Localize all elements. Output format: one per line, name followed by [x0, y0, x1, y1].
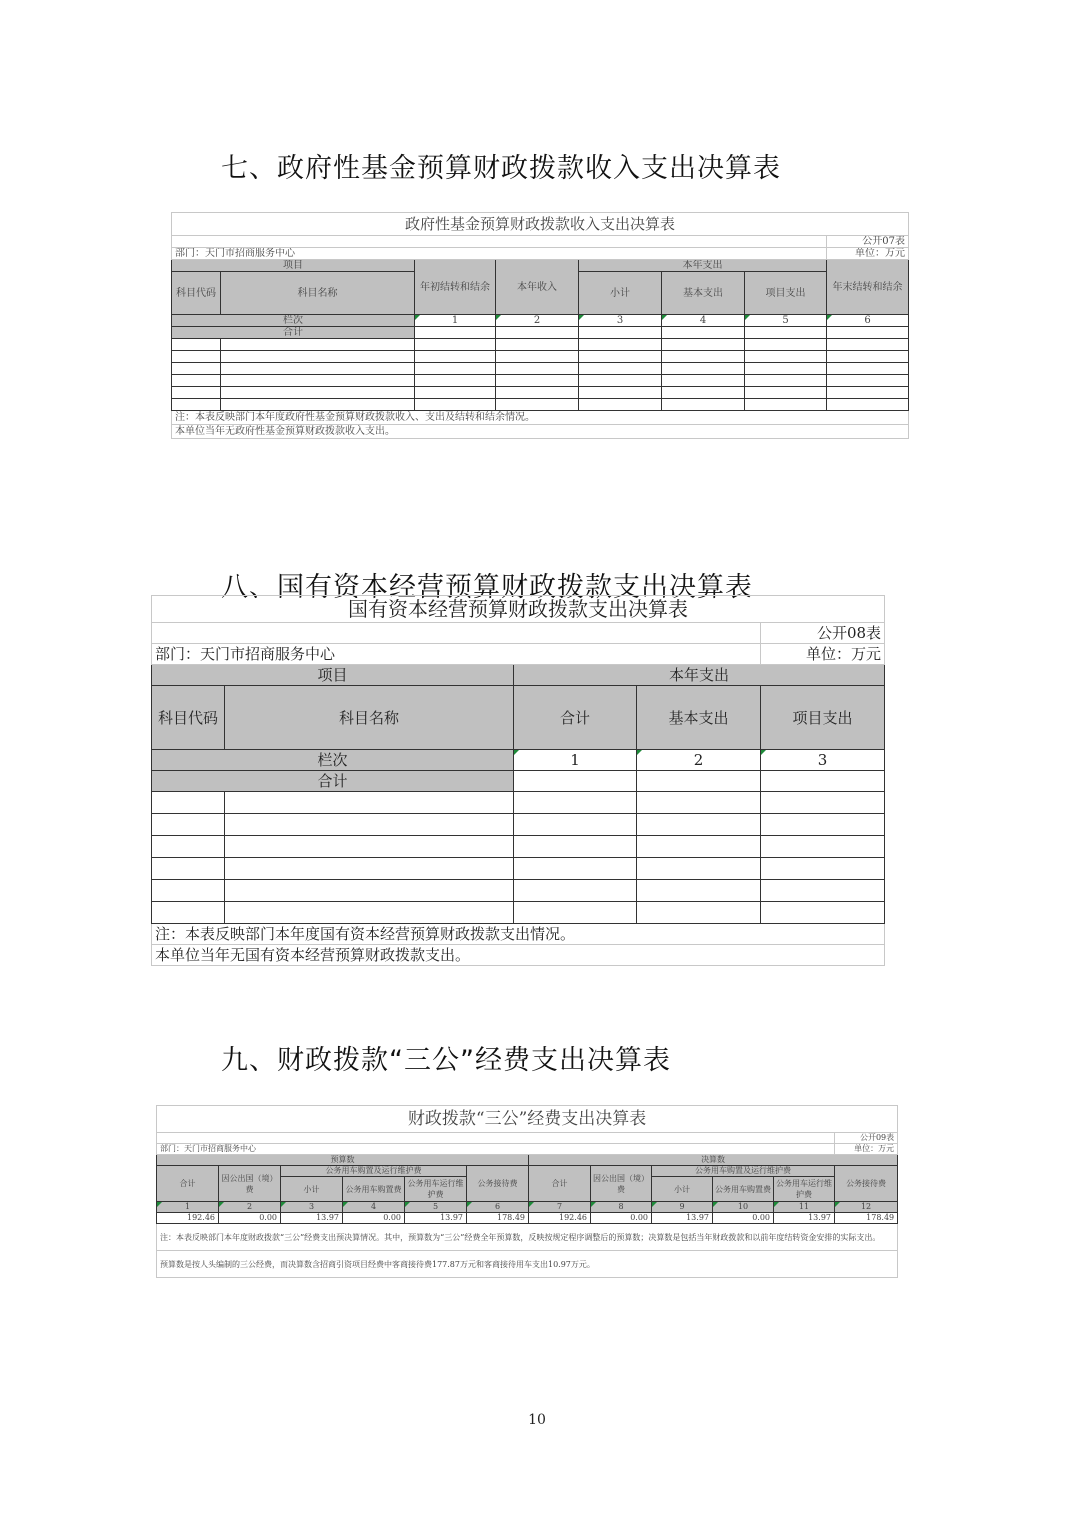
- col-number: 5: [745, 315, 827, 327]
- table-row: [152, 836, 885, 858]
- value-cell: 13.97: [652, 1213, 713, 1224]
- table-note: 注：本表反映部门本年度国有资本经营预算财政拨款支出情况。: [152, 924, 885, 945]
- page-number: 10: [528, 1412, 546, 1428]
- header-project: 项目支出: [745, 272, 827, 315]
- col-number: 6: [827, 315, 909, 327]
- row-label: 栏次: [172, 315, 415, 327]
- total-label: 合计: [152, 771, 514, 792]
- three-public-expenses-table: [156, 1105, 898, 1278]
- header-reception: 公务接待费: [467, 1166, 529, 1202]
- header-total: 合计: [529, 1166, 591, 1202]
- value-cell: 0.00: [343, 1213, 405, 1224]
- value-cell: 178.49: [467, 1213, 529, 1224]
- header-expense: 本年支出: [579, 260, 827, 272]
- header-car: 公务用车购置及运行维护费: [281, 1166, 467, 1177]
- col-number: 4: [343, 1202, 405, 1213]
- department-label: 部门：天门市招商服务中心: [157, 1144, 835, 1155]
- header-abroad: 因公出国（境）费: [591, 1166, 652, 1202]
- table-row: [152, 792, 885, 814]
- header-subtotal: 小计: [652, 1177, 713, 1202]
- header-total: 合计: [514, 686, 637, 750]
- table-row: [152, 858, 885, 880]
- col-number: 3: [579, 315, 662, 327]
- unit-label: 单位：万元: [835, 1144, 898, 1155]
- header-subtotal: 小计: [281, 1177, 343, 1202]
- table-note: 注：本表反映部门本年度政府性基金预算财政拨款收入、支出及结转和结余情况。: [172, 411, 909, 425]
- value-cell: 13.97: [281, 1213, 343, 1224]
- col-number: 3: [761, 750, 885, 771]
- total-row: [152, 771, 885, 792]
- table-row: [152, 814, 885, 836]
- value-cell: 178.49: [835, 1213, 898, 1224]
- table-note: 预算数是按人头编制的三公经费，而决算数含招商引资项目经费中客商接待费177.87万元和客商接待用车支出10.97万元。: [157, 1251, 898, 1278]
- header-basic: 基本支出: [637, 686, 761, 750]
- header-begin-balance: 年初结转和结余: [415, 260, 496, 315]
- table-note: 注：本表反映部门本年度财政拨款“三公”经费支出预决算情况。其中，预算数为“三公”经费全年预算数，反映按规定程序调整后的预算数；决算数是包括当年财政拨款和以前年度结转资金安排的实际支出。: [157, 1224, 898, 1251]
- table-row: [172, 375, 909, 387]
- col-number: 7: [529, 1202, 591, 1213]
- header-item: 项目: [172, 260, 415, 272]
- header-end-balance: 年末结转和结余: [827, 260, 909, 315]
- value-cell: 13.97: [405, 1213, 467, 1224]
- header-expense: 本年支出: [514, 665, 885, 686]
- table-title: 政府性基金预算财政拨款收入支出决算表: [172, 213, 909, 236]
- unit-label: 单位：万元: [761, 644, 885, 665]
- header-item: 项目: [152, 665, 514, 686]
- unit-label: 单位：万元: [827, 248, 909, 260]
- table-row: [172, 387, 909, 399]
- col-number: 8: [591, 1202, 652, 1213]
- col-number: 2: [496, 315, 579, 327]
- table-row: [172, 399, 909, 411]
- header-reception: 公务接待费: [835, 1166, 898, 1202]
- section-7-heading: 七、政府性基金预算财政拨款收入支出决算表: [221, 153, 781, 184]
- government-fund-table: [171, 212, 909, 439]
- header-car-run: 公务用车运行维护费: [405, 1177, 467, 1202]
- column-number-row: [157, 1202, 898, 1213]
- col-number: 1: [157, 1202, 219, 1213]
- section-8-heading: 八、国有资本经营预算财政拨款支出决算表: [221, 572, 753, 603]
- table-note: 本单位当年无国有资本经营预算财政拨款支出。: [152, 945, 885, 966]
- department-label: 部门：天门市招商服务中心: [152, 644, 761, 665]
- col-number: 10: [713, 1202, 774, 1213]
- table-title: 国有资本经营预算财政拨款支出决算表: [152, 596, 885, 623]
- header-code: 科目代码: [152, 686, 225, 750]
- value-cell: 0.00: [713, 1213, 774, 1224]
- table-row: [172, 351, 909, 363]
- col-number: 6: [467, 1202, 529, 1213]
- header-total: 合计: [157, 1166, 219, 1202]
- header-abroad: 因公出国（境）费: [219, 1166, 281, 1202]
- col-number: 1: [415, 315, 496, 327]
- col-number: 5: [405, 1202, 467, 1213]
- header-project: 项目支出: [761, 686, 885, 750]
- header-car-buy: 公务用车购置费: [713, 1177, 774, 1202]
- value-cell: 0.00: [591, 1213, 652, 1224]
- value-cell: 192.46: [157, 1213, 219, 1224]
- header-name: 科目名称: [225, 686, 514, 750]
- table-title: 财政拨款“三公”经费支出决算表: [157, 1106, 898, 1133]
- col-number: 4: [662, 315, 745, 327]
- value-cell: 192.46: [529, 1213, 591, 1224]
- header-car-buy: 公务用车购置费: [343, 1177, 405, 1202]
- row-label: 栏次: [152, 750, 514, 771]
- table-row: [152, 902, 885, 924]
- total-row: [172, 327, 909, 339]
- form-number: 公开08表: [761, 623, 885, 644]
- header-code: 科目代码: [172, 272, 221, 315]
- header-final: 决算数: [529, 1155, 898, 1166]
- col-number: 1: [514, 750, 637, 771]
- col-number: 2: [219, 1202, 281, 1213]
- header-name: 科目名称: [221, 272, 415, 315]
- table-row: [172, 363, 909, 375]
- header-subtotal: 小计: [579, 272, 662, 315]
- total-label: 合计: [172, 327, 415, 339]
- col-number: 2: [637, 750, 761, 771]
- col-number: 9: [652, 1202, 713, 1213]
- table-row: [172, 339, 909, 351]
- form-number: 公开07表: [827, 236, 909, 248]
- section-9-heading: 九、财政拨款“三公”经费支出决算表: [221, 1045, 671, 1076]
- col-number: 12: [835, 1202, 898, 1213]
- value-cell: 13.97: [774, 1213, 835, 1224]
- header-basic: 基本支出: [662, 272, 745, 315]
- header-budget: 预算数: [157, 1155, 529, 1166]
- department-label: 部门：天门市招商服务中心: [172, 248, 827, 260]
- header-car-run: 公务用车运行维护费: [774, 1177, 835, 1202]
- table-row: [152, 880, 885, 902]
- col-number: 11: [774, 1202, 835, 1213]
- value-row: [157, 1213, 898, 1224]
- header-income: 本年收入: [496, 260, 579, 315]
- col-number: 3: [281, 1202, 343, 1213]
- state-capital-table: [151, 595, 885, 966]
- header-car: 公务用车购置及运行维护费: [652, 1166, 835, 1177]
- value-cell: 0.00: [219, 1213, 281, 1224]
- table-note: 本单位当年无政府性基金预算财政拨款收入支出。: [172, 425, 909, 439]
- form-number: 公开09表: [835, 1133, 898, 1144]
